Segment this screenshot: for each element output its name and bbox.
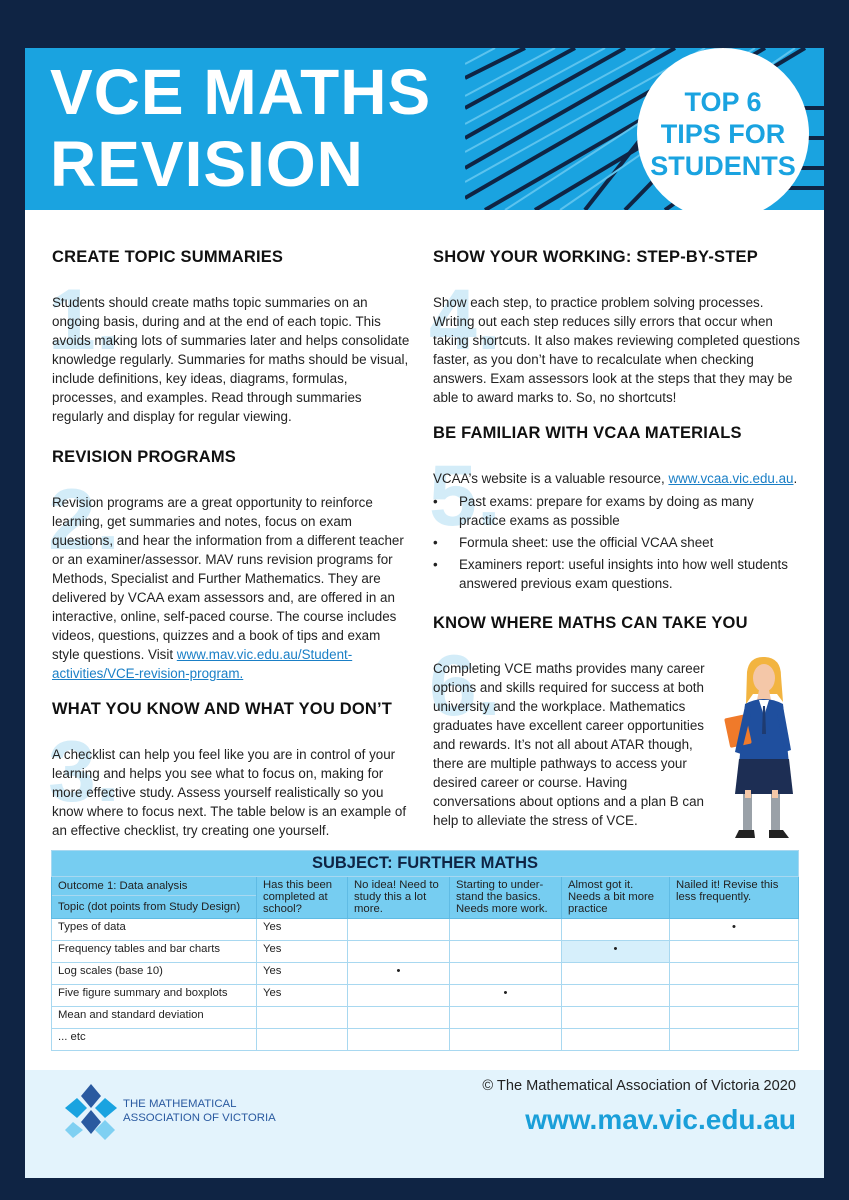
organisation-name (123, 1097, 276, 1125)
section-heading: BE FAMILIAR WITH VCAA MATERIALS (433, 424, 742, 442)
row-starting (450, 1007, 562, 1029)
section-body (48, 472, 410, 683)
row-nailed (670, 1029, 799, 1051)
section-numeral: 1. (48, 272, 120, 368)
row-starting (450, 919, 562, 941)
top-tips-badge (637, 48, 809, 220)
section-heading: WHAT YOU KNOW AND WHAT YOU DON’T (52, 700, 393, 718)
row-starting (450, 941, 562, 963)
org-line-1: THE MATHEMATICAL (123, 1098, 237, 1110)
section-numeral: 2. (48, 472, 120, 568)
vcaa-intro: VCAA’s website is a valuable resource, (433, 471, 669, 486)
header-topic-cell (52, 877, 257, 919)
row-topic: Types of data (52, 919, 257, 941)
row-topic: ... etc (52, 1029, 257, 1051)
section-body (48, 724, 410, 840)
row-topic: Log scales (base 10) (52, 963, 257, 985)
section-vcaa-materials (429, 424, 803, 614)
mav-logo-icon (61, 1082, 121, 1142)
row-no-idea (348, 919, 450, 941)
table-row (52, 941, 799, 963)
header-starting: Starting to under-stand the basics. Needs more work. (450, 877, 562, 919)
table-row (52, 1007, 799, 1029)
row-school: Yes (257, 963, 348, 985)
row-no-idea (348, 1029, 450, 1051)
section-body (429, 448, 803, 593)
table-header-row (52, 877, 799, 919)
section-heading: REVISION PROGRAMS (52, 448, 237, 466)
revision-program-link[interactable]: www.mav.vic.edu.au/Student-activities/VCE-revision-program. (52, 647, 353, 681)
row-nailed: • (670, 919, 799, 941)
table-row (52, 985, 799, 1007)
row-topic: Frequency tables and bar charts (52, 941, 257, 963)
table-row (52, 963, 799, 985)
row-starting (450, 963, 562, 985)
table-row (52, 1029, 799, 1051)
row-nailed (670, 985, 799, 1007)
footer (25, 1070, 824, 1178)
header-school: Has this been completed at school? (257, 877, 348, 919)
vcaa-link[interactable]: www.vcaa.vic.edu.au (668, 471, 794, 486)
outcome-label: Outcome 1: Data analysis (52, 877, 256, 896)
section-heading: KNOW WHERE MATHS CAN TAKE YOU (433, 614, 748, 632)
row-nailed (670, 963, 799, 985)
row-school (257, 1029, 348, 1051)
header-almost: Almost got it. Needs a bit more practice (562, 877, 670, 919)
section-revision-programs (48, 448, 410, 700)
header-nailed: Nailed it! Revise this less frequently. (670, 877, 799, 919)
table-subject-title: SUBJECT: FURTHER MATHS (52, 851, 799, 877)
row-no-idea (348, 941, 450, 963)
student-illustration (719, 654, 809, 844)
section-body (48, 272, 410, 426)
section-show-working (429, 248, 803, 424)
section-body (429, 272, 803, 407)
row-school (257, 1007, 348, 1029)
section-numeral: 5. (429, 448, 501, 544)
row-nailed (670, 1007, 799, 1029)
section-body (429, 638, 708, 830)
row-school: Yes (257, 919, 348, 941)
section-maths-careers (429, 614, 748, 830)
page-title (50, 56, 431, 200)
row-almost (562, 1029, 670, 1051)
section-text: Completing VCE maths provides many career options and skills required for success at both university and the workplace. Mathematics graduates have excellent career opportunities and rewards. It’s not all about ATAR though, there are multiple pathways to access your desired career or course. Having conversations about options and a plan B can help to alleviate the stress of VCE. (433, 661, 705, 828)
row-topic: Five figure summary and boxplots (52, 985, 257, 1007)
section-text (433, 469, 803, 593)
section-what-you-know (48, 700, 410, 840)
list-item: • Formula sheet: use the official VCAA sheet (433, 533, 803, 552)
org-line-2: ASSOCIATION OF VICTORIA (123, 1112, 276, 1124)
row-almost (562, 1007, 670, 1029)
badge-line-2: TIPS FOR (660, 119, 786, 149)
row-topic: Mean and standard deviation (52, 1007, 257, 1029)
row-no-idea: • (348, 963, 450, 985)
badge-line-3: STUDENTS (650, 151, 796, 181)
section-text: Show each step, to practice problem solving processes. Writing out each step reduces silly errors that occur when taking shortcuts. It also makes reviewing completed questions faster, as you don’t have to recalculate when checking answers. Exam assessors look at the steps that they may be able to award marks to. So, no shortcuts! (433, 295, 800, 405)
row-school: Yes (257, 941, 348, 963)
checklist-table (51, 850, 799, 1051)
section-topic-summaries (48, 248, 410, 448)
list-item: • Past exams: prepare for exams by doing as many practice exams as possible (433, 492, 803, 530)
poster (25, 48, 824, 1178)
vcaa-list (433, 492, 803, 593)
row-school: Yes (257, 985, 348, 1007)
list-item: • Examiners report: useful insights into how well students answered previous exam questions. (433, 555, 803, 593)
row-starting (450, 1029, 562, 1051)
section-text (52, 493, 410, 683)
section-text-main: Revision programs are a great opportunity to reinforce learning, get summaries and notes, focus on exam questions, and hear the information from a different teacher or an examiner/assessor. MAV runs revision programs for Methods, Specialist and Further Mathematics. They are delivered by VCAA exam assessors and, are offered in an interactive, online, self-paced course. The course includes videos, questions, quizzes and a book of tips and exam style questions. Visit (52, 495, 404, 662)
section-numeral: 4. (429, 272, 501, 368)
topic-label: Topic (dot points from Study Design) (58, 901, 241, 913)
section-heading: CREATE TOPIC SUMMARIES (52, 248, 284, 266)
title-line-2: REVISION (50, 128, 364, 200)
header-no-idea: No idea! Need to study this a lot more. (348, 877, 450, 919)
table-row (52, 919, 799, 941)
row-almost (562, 963, 670, 985)
badge-line-1: TOP 6 (684, 87, 762, 117)
website-link[interactable]: www.mav.vic.edu.au (525, 1104, 796, 1135)
row-no-idea (348, 1007, 450, 1029)
title-line-1: VCE MATHS (50, 56, 432, 128)
section-heading: SHOW YOUR WORKING: STEP-BY-STEP (433, 248, 758, 266)
section-text: A checklist can help you feel like you are in control of your learning and helps you see what to focus on, making for more effective study. Assess yourself realistically so you know where to focus next. The table below is an example of an effective checklist, try creating one yourself. (52, 747, 407, 838)
row-no-idea (348, 985, 450, 1007)
section-numeral: 3. (48, 724, 120, 820)
row-almost (562, 919, 670, 941)
row-nailed (670, 941, 799, 963)
row-almost: • (562, 941, 670, 963)
row-almost (562, 985, 670, 1007)
vcaa-intro-end: . (793, 471, 798, 486)
copyright-notice: © The Mathematical Association of Victoria 2020 (482, 1078, 796, 1094)
section-numeral: 6. (429, 638, 501, 734)
section-text: Students should create maths topic summaries on an ongoing basis, during and at the end of each topic. This avoids making lots of summaries later and helps consolidate knowledge regularly. Summaries for maths should be visual, include definitions, key ideas, diagrams, formulas, processes, and examples. Read through summaries regularly and display for regular viewing. (52, 295, 410, 424)
left-column (48, 248, 410, 840)
row-starting: • (450, 985, 562, 1007)
